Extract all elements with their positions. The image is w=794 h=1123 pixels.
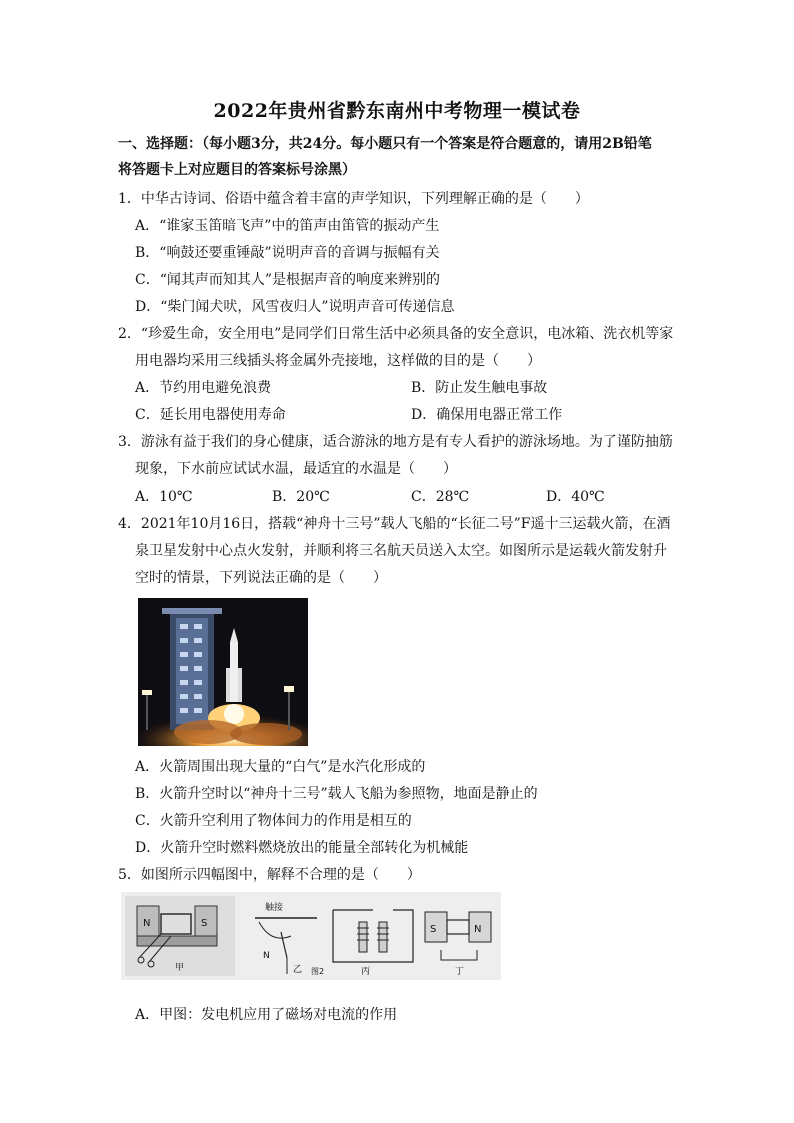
figure-yi-fig-number: 图2 xyxy=(311,967,325,976)
question-4-stem-line-1: 4．2021年10月16日，搭载“神舟十三号”载人飞船的“长征二号”F遥十三运载火箭，在酒 xyxy=(118,516,671,532)
question-3-stem-line-1: 3．游泳有益于我们的身心健康，适合游泳的地方是有专人看护的游泳场地。为了谨防抽筋 xyxy=(118,434,673,450)
magnetism-figures-strip xyxy=(121,892,501,980)
question-4-stem-line-2: 泉卫星发射中心点火发射，并顺利将三名航天员送入太空。如图所示是运载火箭发射升 xyxy=(135,543,667,559)
question-2-option-a: A．节约用电避免浪费 xyxy=(135,380,272,396)
page-title: 2022年贵州省黔东南州中考物理一模试卷 xyxy=(213,100,581,122)
question-2-stem-line-2: 用电器均采用三线插头将金属外壳接地，这样做的目的是（ ） xyxy=(135,353,541,369)
question-3-option-d: D．40℃ xyxy=(546,489,605,505)
question-4-option-a: A．火箭周围出现大量的“白气”是水汽化形成的 xyxy=(135,759,426,775)
question-1-option-b: B．“响鼓还要重锤敲”说明声音的音调与振幅有关 xyxy=(135,245,440,261)
question-4-option-d: D．火箭升空时燃料燃烧放出的能量全部转化为机械能 xyxy=(135,840,469,856)
question-4-option-c: C．火箭升空利用了物体间力的作用是相互的 xyxy=(135,813,412,829)
question-3-option-b: B．20℃ xyxy=(272,489,330,505)
figure-jia-caption: 甲 xyxy=(175,963,185,973)
question-2-option-d: D．确保用电器正常工作 xyxy=(411,407,563,423)
figure-jia-s-label: S xyxy=(201,918,208,929)
question-3-stem-line-2: 现象，下水前应试试水温，最适宜的水温是（ ） xyxy=(135,461,457,477)
question-2-option-c: C．延长用电器使用寿命 xyxy=(135,407,286,423)
section-heading xyxy=(118,131,688,183)
figure-yi-n-label: N xyxy=(263,951,270,961)
question-4-stem-line-3: 空时的情景，下列说法正确的是（ ） xyxy=(135,570,387,586)
question-3-option-a: A．10℃ xyxy=(135,489,193,505)
question-1-option-a: A．“谁家玉笛暗飞声”中的笛声由笛管的振动产生 xyxy=(135,218,440,234)
figure-jia-n-label: N xyxy=(143,918,151,929)
figure-ding-s-label: S xyxy=(430,924,437,935)
section-heading-line-2: 将答题卡上对应题目的答案标号涂黑） xyxy=(118,162,356,178)
question-3-option-c: C．28℃ xyxy=(411,489,470,505)
question-4-option-b: B．火箭升空时以“神舟十三号”载人飞船为参照物，地面是静止的 xyxy=(135,786,538,802)
question-2-option-b: B．防止发生触电事故 xyxy=(411,380,548,396)
figure-bing-caption: 丙 xyxy=(361,967,371,977)
question-1-stem: 1．中华古诗词、俗语中蕴含着丰富的声学知识，下列理解正确的是（ ） xyxy=(118,191,589,207)
question-1-option-c: C．“闻其声而知其人”是根据声音的响度来辨别的 xyxy=(135,272,441,288)
figure-yi-touch-label: 触接 xyxy=(265,903,284,913)
question-1-option-d: D．“柴门闻犬吠，风雪夜归人”说明声音可传递信息 xyxy=(135,299,455,315)
question-2-stem-line-1: 2．“珍爱生命，安全用电”是同学们日常生活中必须具备的安全意识，电冰箱、洗衣机等家 xyxy=(118,326,674,342)
question-5-stem: 5．如图所示四幅图中，解释不合理的是（ ） xyxy=(118,867,421,883)
question-5-option-a: A．甲图：发电机应用了磁场对电流的作用 xyxy=(135,1007,398,1023)
figure-jia xyxy=(125,896,235,976)
section-heading-line-1: 一、选择题：（每小题3分，共24分。每小题只有一个答案是符合题意的，请用2B铅笔 xyxy=(118,136,652,152)
figure-ding-caption: 丁 xyxy=(455,967,465,977)
figure-yi-caption: 乙 xyxy=(293,965,303,975)
figure-ding-n-label: N xyxy=(474,924,482,935)
rocket-launch-photo xyxy=(138,598,308,746)
